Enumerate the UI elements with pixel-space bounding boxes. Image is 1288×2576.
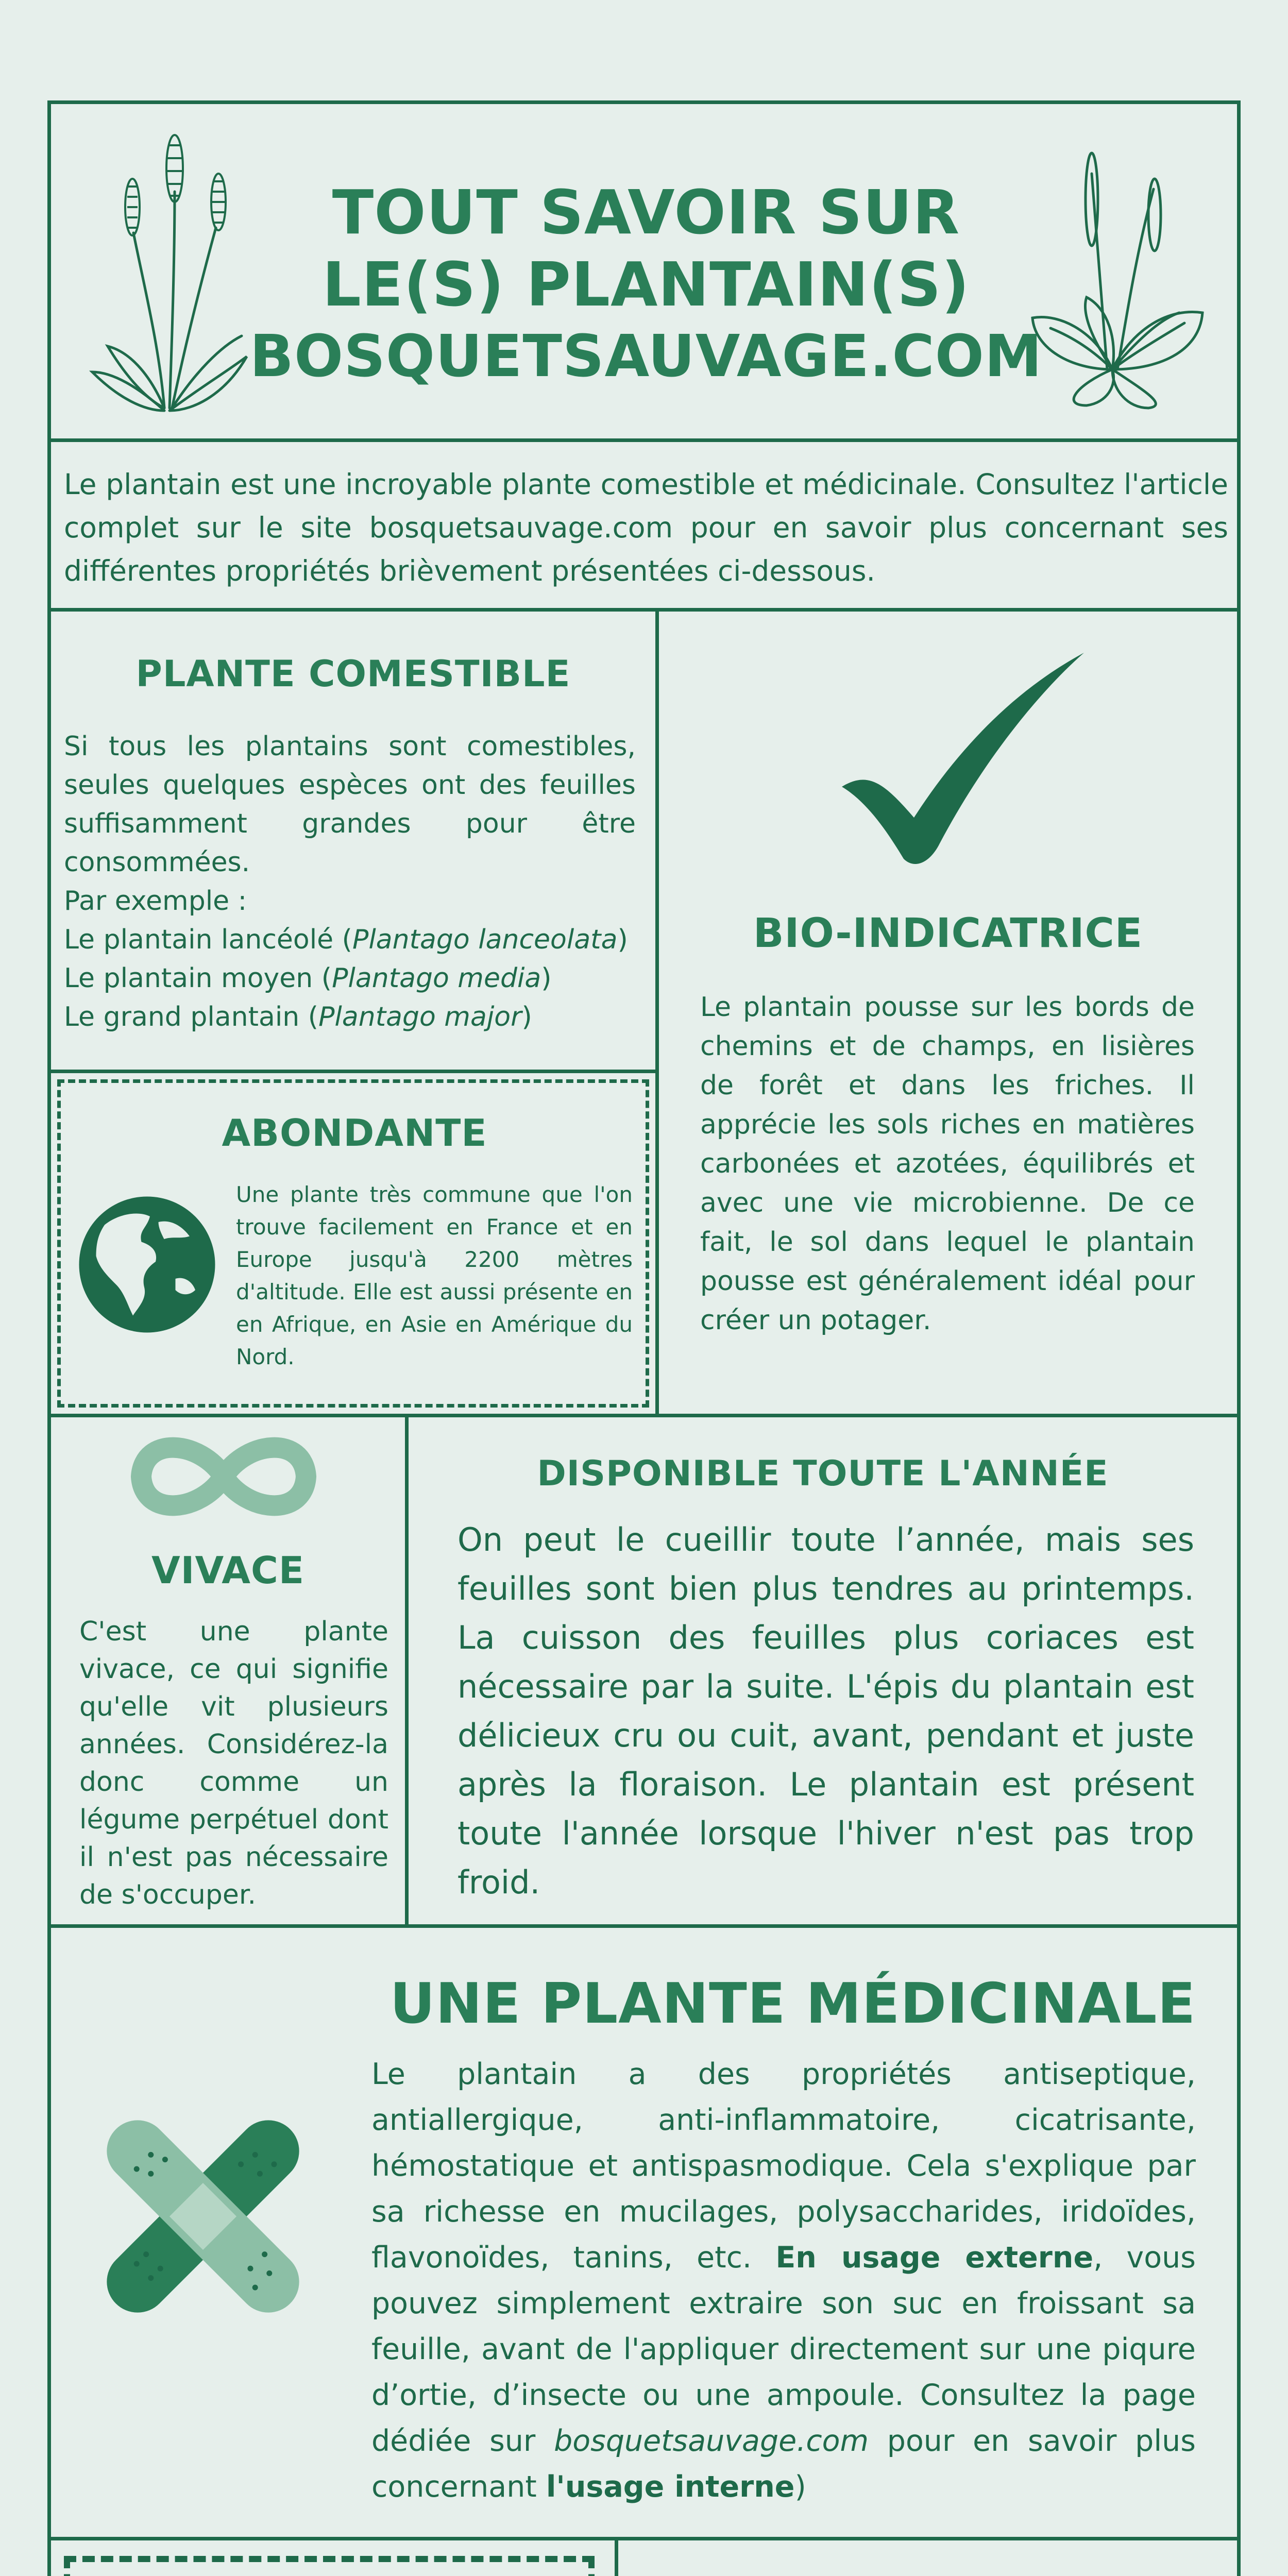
disponible-box [405, 1414, 1241, 1928]
abondante-title: ABONDANTE [222, 1111, 487, 1155]
logo-box [47, 2537, 618, 2576]
plantain-left-illustration-icon [87, 130, 252, 423]
vivace-text: C'est une plante vivace, ce qui signifie qu'elle vit plusieurs années. Considérez-la donc comme un légume perpétuel dont il n'est pas nécessaire de s'occuper. [79, 1616, 388, 1910]
header-title-line3: BOSQUETSAUVAGE.COM [249, 323, 1043, 390]
vivace-box [47, 1414, 409, 1928]
site-name: bosquetsauvage.com [554, 2424, 869, 2458]
intro-text: Le plantain est une incroyable plante comestible et médicinale. Consultez l'article complet sur le site bosquetsauvage.com pour en savoir plus concernant ses différentes propriétés brièvement présentées ci-dessous. [64, 468, 1228, 587]
bio-indicatrice-text: Le plantain pousse sur les bords de chemins et de champs, en lisières de forêt et dans les friches. Il apprécie les sols riches en matières carbonées et azotées, équilibrés et avec une vie microbienne. De ce fait, le sol dans lequel le plantain pousse est généralement idéal pour créer un potager. [700, 992, 1195, 1336]
comestible-title: PLANTE COMESTIBLE [135, 653, 571, 695]
logo-dashed-box [64, 2556, 595, 2576]
usage-externe-label: En usage externe [775, 2241, 1094, 2275]
species-item: Le plantain moyen (Plantago media) [64, 963, 552, 994]
comestible-example-label: Par exemple : [64, 886, 247, 917]
intro-box [47, 438, 1241, 612]
header-title-line2: LE(S) PLANTAIN(S) [322, 249, 970, 320]
medicinale-box [47, 1924, 1241, 2540]
globe-icon [76, 1194, 218, 1335]
abondante-text: Une plante très commune que l'on trouve facilement en France et en Europe jusqu'à 2200 mètres d'altitude. Elle est aussi présente en en Afrique, en Asie en Amérique du Nord. [236, 1182, 633, 1369]
recettes-box [615, 2537, 1241, 2576]
comestible-box [47, 608, 659, 1073]
header-box [47, 100, 1241, 442]
abondante-outer-box [47, 1070, 659, 1417]
species-item: Le grand plantain (Plantago major) [64, 1002, 532, 1032]
plantain-right-illustration-icon [1030, 143, 1205, 411]
medicinale-title: UNE PLANTE MÉDICINALE [389, 1972, 1196, 2036]
infinity-icon [128, 1430, 319, 1523]
usage-interne-label: l'usage interne [546, 2470, 795, 2504]
disponible-title: DISPONIBLE TOUTE L'ANNÉE [537, 1453, 1109, 1494]
disponible-text: On peut le cueillir toute l’année, mais ses feuilles sont bien plus tendres au printemps. La cuisson des feuilles plus coriaces est nécessaire par la suite. L'épis du plantain est délicieux cru ou cuit, avant, pendant et juste après la floraison. Le plantain est présent toute l'année lorsque l'hiver n'est pas trop froid. [457, 1521, 1194, 1901]
checkmark-icon [837, 653, 1089, 872]
bio-indicatrice-title: BIO-INDICATRICE [753, 910, 1143, 957]
bio-indicatrice-box [655, 608, 1241, 1417]
medicinale-text: Le plantain a des propriétés antiseptique, antiallergique, anti-inflammatoire, cicatrisante, hémostatique et antispasmodique. Cela s'explique par sa richesse en mucilages, polysaccharides, iridoïdes, flavonoïdes, tanins, etc. En usage externe, vous pouvez simplement extraire son suc en froissant sa feuille, avant de l'appliquer directement sur une piqure d’ortie, d’insecte ou une ampoule. Consultez la page dédiée sur bosquetsauvage.com pour en savoir plus concernant l'usage interne) [371, 2057, 1196, 2504]
species-item: Le plantain lancéolé (Plantago lanceolata) [64, 924, 628, 955]
bandage-icon [84, 2098, 321, 2335]
abondante-dashed-box [57, 1079, 649, 1408]
vivace-title: VIVACE [151, 1549, 305, 1592]
header-title-line1: TOUT SAVOIR SUR [332, 177, 960, 248]
comestible-description: Si tous les plantains sont comestibles, seules quelques espèces ont des feuilles suffisamment grandes pour être consommées. [64, 731, 636, 878]
